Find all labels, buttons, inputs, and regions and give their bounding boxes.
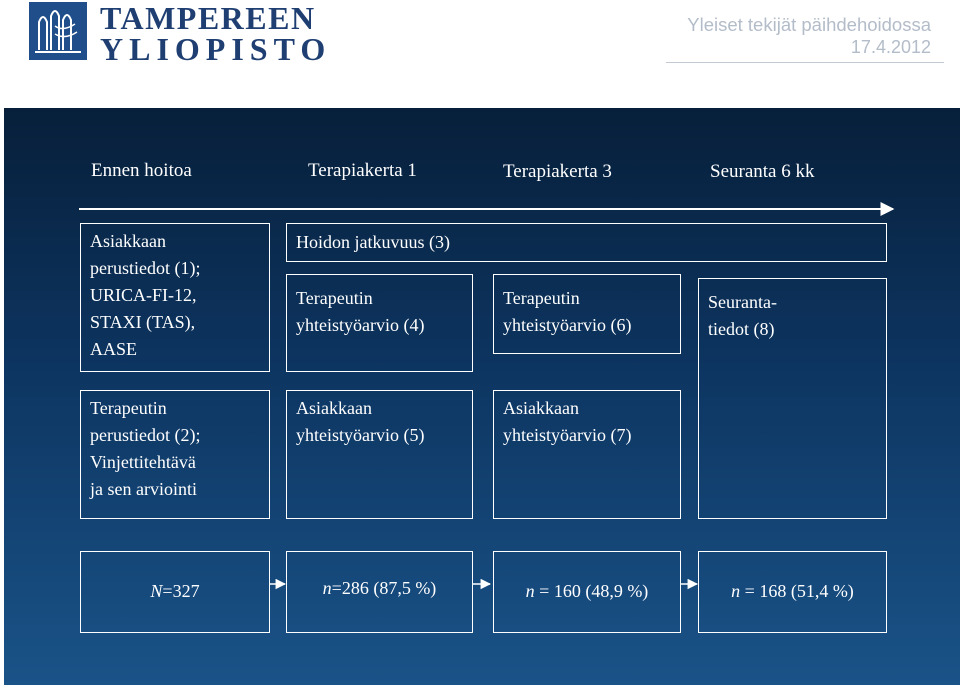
box-line: perustiedot (2); <box>90 425 201 445</box>
box-line: Terapeutin <box>503 288 580 308</box>
client-alliance-5-box <box>286 390 473 519</box>
phase-before-treatment: Ennen hoitoa <box>91 160 192 181</box>
box-line: tiedot (8) <box>708 319 775 339</box>
box-line: Seuranta- <box>708 292 777 312</box>
box-line: Terapeutin <box>90 398 167 418</box>
box-line: Asiakkaan <box>503 398 579 418</box>
therapist-baseline-box <box>80 390 270 519</box>
box-line: AASE <box>90 339 138 359</box>
presentation-title: Yleiset tekijät päihdehoidossa <box>687 14 931 35</box>
box-line: Vinjettitehtävä <box>90 452 196 472</box>
therapist-alliance-4-box <box>286 274 473 372</box>
box-line: ja sen arviointi <box>90 479 197 499</box>
phase-session-3: Terapiakerta 3 <box>503 161 612 182</box>
box-line: STAXI (TAS), <box>90 312 196 332</box>
followup-data-box <box>698 278 887 519</box>
box-line: Terapeutin <box>296 288 373 308</box>
box-line: yhteistyöarvio (7) <box>503 425 632 445</box>
count-variable: n <box>322 578 332 598</box>
box-line: yhteistyöarvio (5) <box>296 425 425 445</box>
box-line: Hoidon jatkuvuus (3) <box>296 232 450 252</box>
box-line: URICA-FI-12, <box>90 285 197 305</box>
client-alliance-7-box <box>493 390 681 519</box>
count-variable: n <box>731 581 741 601</box>
therapist-alliance-6-box <box>493 274 681 354</box>
box-line: yhteistyöarvio (4) <box>296 315 425 335</box>
presentation-date: 17.4.2012 <box>850 37 931 57</box>
count-box-followup <box>698 551 887 633</box>
count-value: =286 (87,5 %) <box>331 578 437 598</box>
logo-text-line1: TAMPEREEN <box>100 0 316 36</box>
box-line: perustiedot (1); <box>90 258 201 278</box>
count-variable: n <box>525 581 535 601</box>
count-value: = 160 (48,9 %) <box>534 581 649 601</box>
phase-session-1: Terapiakerta 1 <box>308 160 417 181</box>
count-box-session-1 <box>286 551 473 633</box>
count-value: = 168 (51,4 %) <box>740 581 854 601</box>
box-line: Asiakkaan <box>90 231 166 251</box>
count-box-session-3 <box>493 551 681 633</box>
logo-text-line2: YLIOPISTO <box>100 31 332 67</box>
phase-followup: Seuranta 6 kk <box>710 161 815 182</box>
count-value: =327 <box>162 581 200 601</box>
count-box-baseline <box>80 551 270 633</box>
client-baseline-box <box>80 223 270 372</box>
count-variable: N <box>150 581 163 601</box>
treatment-continuity-box <box>286 223 887 262</box>
box-line: yhteistyöarvio (6) <box>503 315 632 335</box>
box-line: Asiakkaan <box>296 398 372 418</box>
